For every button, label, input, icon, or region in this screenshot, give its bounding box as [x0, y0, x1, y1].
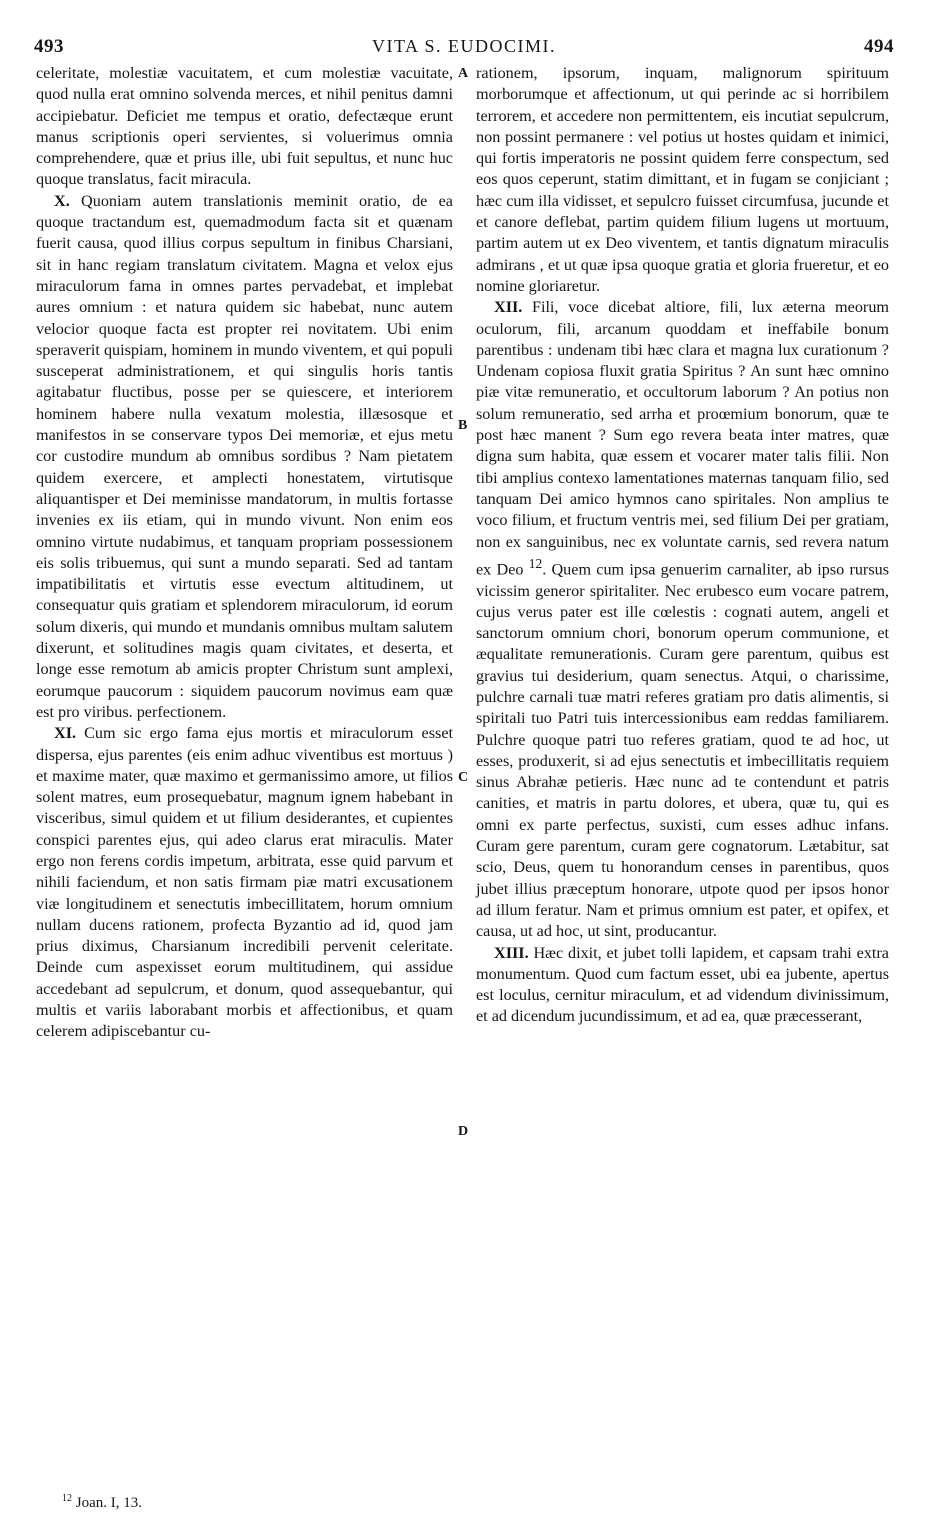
footnote-text: Joan. I, 13.	[75, 1495, 142, 1511]
paragraph: rationem, ipsorum, inquam, malignorum spirituum morborumque et affectionum, ut qui perinde ac si horribilem terrorem, et accedere non permittentem, eis incutiat sepulcrum, non possint permanere : vel potius ut hostes quidam et inimici, qui fortis imperatoris ne possint quidem ferre conspectum, sed eos quos ceperunt, statim dimittant, et in fugam se conjiciant ; hæc cum illa vidisset, et sepulcro fuisset circumfusa, jucunde et et canore deflebat, partim quidem filium lugens ut mortuum, partim autem ut ex Deo viventem, et tantis dignatum miraculis admirans , et ut quæ ipsa quoque gratia et gloria frueretur, et eo nomine gloriaretur.	[476, 64, 889, 295]
left-column	[36, 63, 453, 1043]
section-number: XII.	[494, 298, 523, 317]
section-number: X.	[54, 191, 70, 210]
paragraph-section-xi: XI. Cum sic ergo fama ejus mortis et miraculorum esset dispersa, ejus parentes (eis enim adhuc viventibus est mortuus ) et maxime mater, quæ maximo et germanissimo amore, ut filios solent matres, eum prosequebatur, magnum ignem habebant in visceribus, simul quidem et ut filium desiderantes, et cupientes conspici parentes ejus, qui adeo clarus erat miraculis. Mater ergo non ferens cordis impetum, arbitrata, esse quid parvum et nihili faciendum, et non satis firmam piæ matri excusationem viæ longitudinem et senectutis imbecillitatem, horum omnium nullam ducens rationem, profecta Byzantio ad id, quod jam prius diximus, Charsianum incredibili pervenit celeritate. Deinde cum aspexisset eorum multitudinem, qui assidue accedebant ad sepulcrum, et donum, quod assequebantur, qui multis et variis laborabant morbis et affectionibus, et quam celerem adipiscebantur cu-	[36, 724, 453, 1041]
paragraph: celeritate, molestiæ vacuitatem, et cum molestiæ vacuitate, quod nulla erat omnino solvenda merces, et nihil penitus damni accipiebatur. Deficiet me tempus et oratio, defectæque erunt manus scriptionis operi servientes, si voluerimus omnia comprehendere, quæ et prius ille, ubi fuit sepultus, et nunc huc quoque translatus, facit miracula.	[36, 64, 453, 189]
footnote	[62, 1493, 142, 1512]
page-number-left: 493	[34, 36, 64, 57]
paragraph-section-x: X. Quoniam autem translationis meminit oratio, de ea quoque tractandum est, quemadmodum facta sit et quænam fuerit causa, quod illius corpus sepultum in finibus Charsiani, sit in hanc regiam translatum civitatem. Magna et velox ejus miraculorum fama in omnes partes pervadebat, et implebat aures omnium : et natura quidem sic habebat, nunc autem velocior quoque facta est propter rei novitatem. Ubi enim speraverit quispiam, hominem in mundo viventem, et qui populi susceperat administrationem, et qui singulis horis tantis agitabatur fluctibus, posse per se quiescere, et interiorem hominem habere nulla vexatum molestia, illæsosque et manifestos in se conservare typos Dei memoriæ, et ejus metu cor custodire mundum ab omnibus sordibus ? Nam pietatem quidem exercere, et amplecti honestatem, virtutisque aliquantisper et Dei meminisse mandatorum, in multis fortasse invenies ex iis etiam, qui in mundo vivunt. Non enim eos omnino virtute nudabimus, et tanquam propriam possessionem eis solis tribuemus, qui sunt a mundo separati. Sed ad tantam impatibilitatis et virtutis esse evectum altitudinem, ut consequatur quis gratiam et splendorem miraculorum, id eorum solum dixeris, qui mundo et mundanis omnibus multam salutem dixerunt, et solitudines magis quam civitates, et deserta, et longe esse remotum ab amicis propter Christum sunt amplexi, eorumque paucorum : siquidem paucorum novimus eam quæ est pro viribus. perfectionem.	[36, 191, 453, 721]
page-header	[34, 36, 894, 60]
page-number-right: 494	[864, 36, 894, 57]
margin-marker-b: B	[458, 418, 468, 433]
right-column	[476, 63, 889, 1028]
margin-marker-d: D	[458, 1124, 469, 1139]
footnote-reference: 12	[528, 555, 543, 571]
margin-marker-c: C	[458, 770, 469, 785]
running-title: VITA S. EUDOCIMI.	[371, 36, 557, 56]
margin-marker-a: A	[458, 66, 469, 81]
paragraph-section-xiii: XIII. Hæc dixit, et jubet tolli lapidem, et capsam trahi extra monumentum. Quod cum factum esset, ubi ea jubente, apertus est loculus, cernitur miraculum, et ad videndum divinissimum, et ad dicendum jucundissimum, et ad ea, quæ præcesserant,	[476, 943, 889, 1026]
section-number: XI.	[54, 724, 77, 743]
section-number: XIII.	[494, 943, 529, 962]
footnote-number: 12	[62, 1493, 72, 1504]
paragraph-section-xii: XII. Fili, voce dicebat altiore, fili, lux æterna meorum oculorum, fili, arcanum quoddam et ineffabile bonum parentibus : undenam tibi hæc clara et magna lux curationum ? Undenam copiosa fluxit gratia Spiritus ? An sunt hæc omnino piæ vitæ remuneratio, et occultorum laborum ? An potius non solum remuneratio, sed arrha et proœmium bonorum, quæ te post hæc manent ? Sum ego revera beata inter matres, quæ digna sum habita, quæ essem et vocarer mater talis filii. Non tibi amplius contexo lamentationes maternas tanquam filio, sed tanquam Dei amico hymnos cano spiritales. Non amplius te voco filium, et fructum ventris mei, sed filium Dei per gratiam, non ex sanguinibus, nec ex voluntate carnis, sed revera natum ex Deo $^{12}$. Quem cum ipsa genuerim carnaliter, ab ipso rursus vicissim generor spiritaliter. Nec erubesco eum vocare patrem, cujus verus pater est ille cœlestis : cognati autem, angeli et sanctorum omnium chori, bonorum operum communione, et æqualitate remunerationis. Curam gere parentum, quibus est gravius tui desiderium, quam senectus. Atqui, o charissime, pulchre carnali tuæ matri referes gratiam pro datis alimentis, si spiritali tuo Patri tuis intercessionibus eam reddas familiarem. Pulchre quoque patri tuo referes gratiam, quod te ad hoc, ut esses, produxerit, si ad ejus senectutis et imbecillitatis requiem sinus Abrahæ petieris. Hæc nunc ad te contendunt et patris canities, et matris in partu dolores, et ubera, quæ tu, qui es omni ex parte perfectus, suxisti, cum esses adhuc infans. Curam gere parentum, curam gere cognatorum. Lætabitur, sat scio, Deus, quem tu honorandum censes in parentibus, quos jubet illius præceptum honorare, utpote quod per ipsos honor ad illum feratur. Nam et primus omnium est pater, et opifex, et causa, ut ad hoc, ut sint, producantur.	[476, 298, 890, 941]
